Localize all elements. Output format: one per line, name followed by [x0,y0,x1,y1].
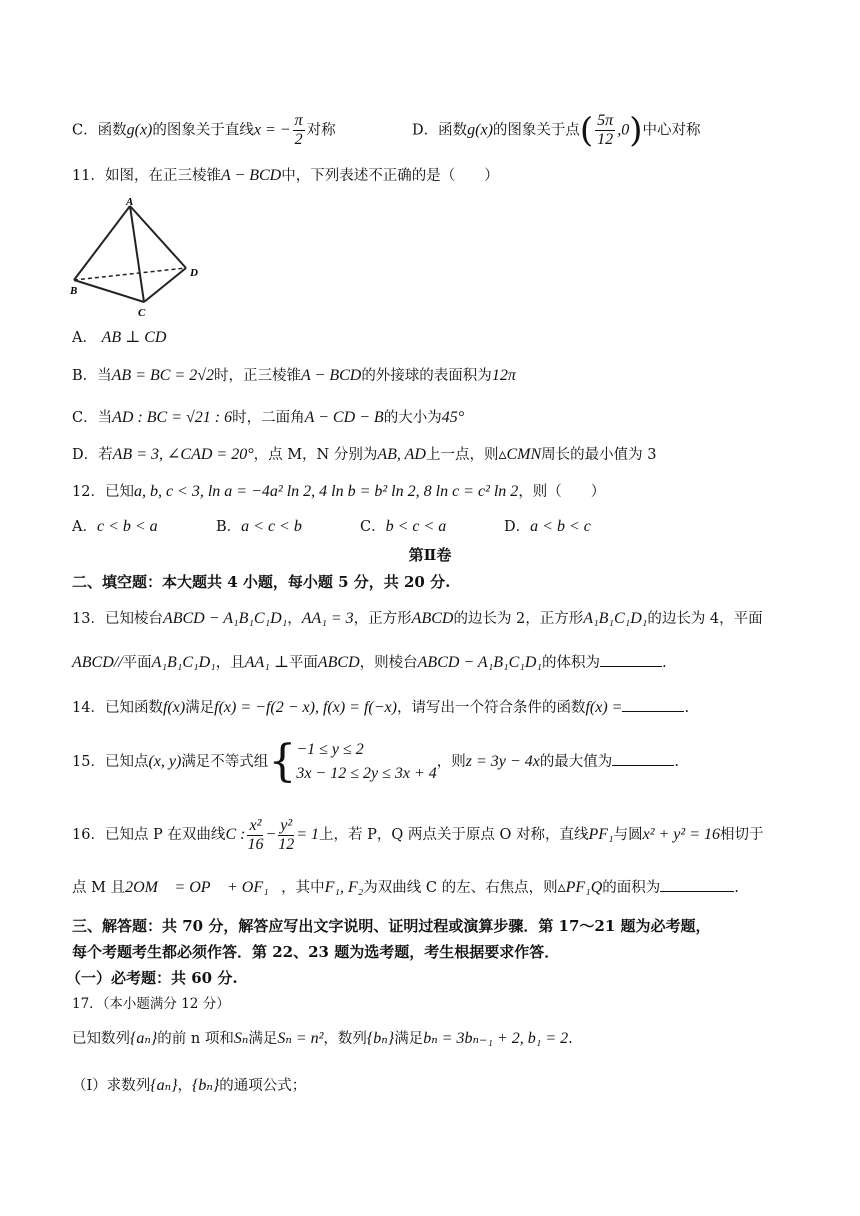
q16-line-1: 16．已知点 P 在双曲线C : $\frac{\text{x²}}{16}$ − $\frac{\text{y²}}{12}$ = 1上，若 P，Q 两点关于原点 O 对称，直线PF₁与圆x² + y² = 16相切于 [72,816,764,853]
q12-option-c: C．b < c < a [360,518,447,535]
q13-answer-blank[interactable] [600,652,662,667]
q11-stem: 11．如图，在正三棱锥A − BCD中，下列表述不正确的是（ ） [72,167,499,184]
q11-option-d: D．若AB = 3, ∠CAD = 20°，点 M，N 分别为AB, AD上一点，则▵CMN周长的最小值为 3 [72,446,657,463]
required-heading: （一）必考题：共 60 分. [66,969,238,987]
q17-part-1: （Ⅰ）求数列{aₙ}，{bₙ}的通项公式； [72,1077,307,1094]
q16-answer-blank[interactable] [660,877,734,892]
q17-title: 17．（本小题满分 12 分） [72,996,230,1012]
section-2-title: 第Ⅱ卷 [408,546,452,564]
q11-option-b: B．当AB = BC = 2√2时，正三棱锥A − BCD的外接球的表面积为12π [72,367,516,384]
q11-option-a: A． AB ⊥ CD [72,329,167,346]
q12-option-d: D．a < b < c [504,518,591,535]
figure-label-d: D [190,267,198,279]
fill-in-heading: 二、填空题：本大题共 4 小题，每小题 5 分，共 20 分. [72,573,451,591]
q12-stem: 12．已知a, b, c < 3, ln a = −4a² ln 2, 4 ln b = b² ln 2, 8 ln c = c² ln 2，则（ ） [72,483,606,500]
q16-fraction-x: $\frac{\text{x²}}{16}$ [247,816,264,853]
q15-answer-blank[interactable] [612,751,674,766]
q12-options [72,517,591,537]
q15-stem: 15．已知点(x, y)满足不等式组{ −1 ≤ y ≤ 2 3x − 12 ≤ 2y ≤ 3x + 4 ，则z = 3y − 4x的最大值为 . [72,736,679,787]
tetrahedron-figure [66,196,226,320]
figure-label-c: C [138,307,146,319]
q13-line-1: 13．已知棱台ABCD − A₁B₁C₁D₁，AA₁ = 3，正方形ABCD的边长为 2，正方形A₁B₁C₁D₁的边长为 4，平面 [72,610,763,627]
q10-c-fraction: $\frac{\pi}{2}$ [294,112,303,148]
q16-line-2: 点 M 且2OM⃗ = OP⃗ + OF₁⃗，其中F₁, F₂为双曲线 C 的左、右焦点，则▵PF₁Q的面积为 . [72,879,739,896]
solve-heading-line-2: 每个考题考生都必须作答．第 22、23 题为选考题，考生根据要求作答． [72,943,560,961]
q15-inequality-system: −1 ≤ y ≤ 2 3x − 12 ≤ 2y ≤ 3x + 4 [296,741,437,782]
figure-label-a: A [126,196,134,208]
solve-heading-line-1: 三、解答题：共 70 分，解答应写出文字说明、证明过程或演算步骤．第 17～21 题为必考题， [72,917,711,935]
q16-fraction-y: $\frac{\text{y²}}{12}$ [278,816,295,853]
q17-stem: 已知数列{aₙ}的前 n 项和Sₙ满足Sₙ = n²，数列{bₙ}满足bₙ = 3bₙ₋₁ + 2, b₁ = 2. [72,1030,573,1047]
q10-option-d: D．函数g(x)的图象关于点( $\frac{5\pi}{12}$ ,0)中心对称 [412,110,701,151]
q14-stem: 14．已知函数f(x)满足f(x) = −f(2 − x), f(x) = f(−x)，请写出一个符合条件的函数f(x) = . [72,699,690,716]
q10-option-c: C．函数g(x)的图象关于直线x = − $\frac{\pi}{2}$ 对称 [72,112,336,148]
figure-label-b: B [70,285,78,297]
q10-d-fraction: $\frac{5\pi}{12}$ [597,112,614,148]
q12-option-b: B．a < c < b [216,518,302,535]
q14-answer-blank[interactable] [622,697,684,712]
q13-line-2: ABCD//平面A₁B₁C₁D₁，且AA₁ ⊥平面ABCD，则棱台ABCD − A₁B₁C₁D₁的体积为 . [72,654,667,671]
q11-option-c: C．当AD : BC = √21 : 6时，二面角A − CD − B的大小为45° [72,409,465,426]
q12-option-a: A．c < b < a [72,518,158,535]
